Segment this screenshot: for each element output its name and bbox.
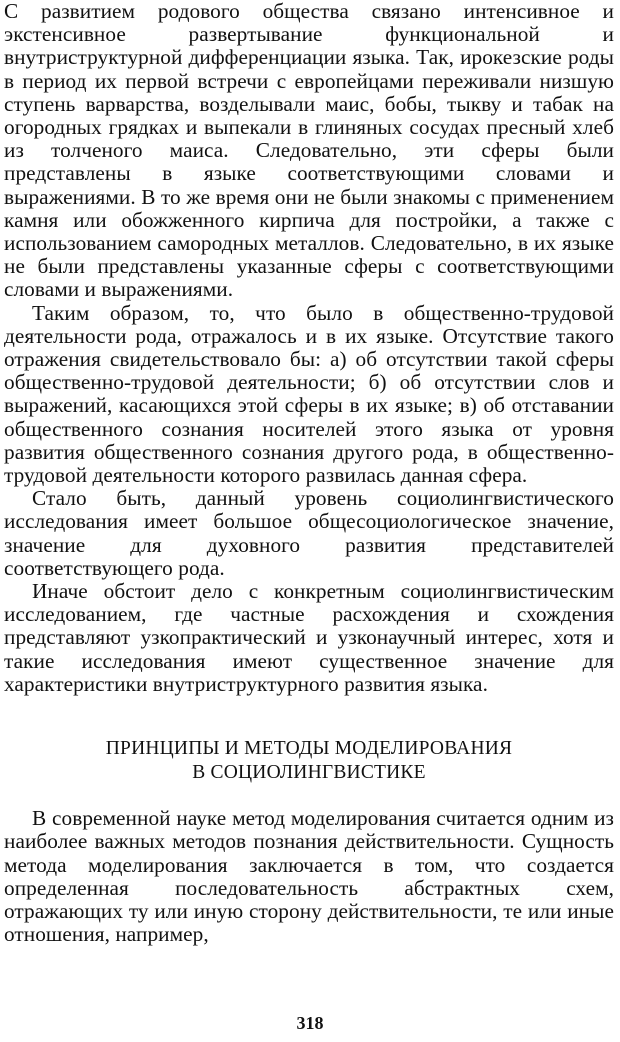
paragraph-1: С развитием родового общества связано интенсивное и экстенсивное развертывание функциональной и внутриструктурной дифференциации языка. Так, ирокезские роды в период их первой встречи с европейцами переживали низшую ступень варварства, возделывали маис, бобы, тыкву и табак на огородных грядках и выпекали в глиняных сосудах пресный хлеб из толченого маиса. Следовательно, эти сферы были представлены в языке соответствующими словами и выражениями. В то же время они не были знакомы с применением камня или обожженного кирпича для постройки, а также с использованием самородных металлов. Следовательно, в их языке не были представлены указанные сферы с соответствующими словами и выражениями. (4, 0, 614, 302)
section-heading-line-1: ПРИНЦИПЫ И МЕТОДЫ МОДЕЛИРОВАНИЯ (105, 738, 513, 760)
section-heading-line-2: В СОЦИОЛИНГВИСТИКЕ (192, 762, 426, 784)
paragraph-2: Таким образом, то, что было в общественно-трудовой деятельности рода, отражалось и в их языке. Отсутствие такого отражения свидетельствовало бы: а) об отсутствии такой сферы общественно-трудовой деятельности; б) об отсутствии слов и выражений, касающихся этой сферы в их языке; в) об отставании общественного сознания носителей этого языка от уровня развития общественного сознания другого рода, в общественно-трудовой деятельности которого развилась данная сфера. (4, 300, 614, 488)
page-number: 318 (296, 1013, 324, 1033)
paragraph-3: Стало быть, данный уровень социолингвистического исследования имеет большое общесоциологическое значение, значение для духовного развития представителей соответствующего рода. (4, 486, 614, 580)
paragraph-5: В современной науке метод моделирования считается одним из наиболее важных методов познания действительности. Сущность метода моделирования заключается в том, что создается определенная последовательность абстрактных схем, отражающих ту или иную сторону действительности, те или иные отношения, например, (4, 806, 614, 947)
section-heading (4, 737, 614, 785)
paragraph-4: Иначе обстоит дело с конкретным социолингвистическим исследованием, где частные расхождения и схождения представляют узкопрактический и узконаучный интерес, хотя и такие исследования имеют существенное значение для характеристики внутриструктурного развития языка. (4, 579, 614, 696)
